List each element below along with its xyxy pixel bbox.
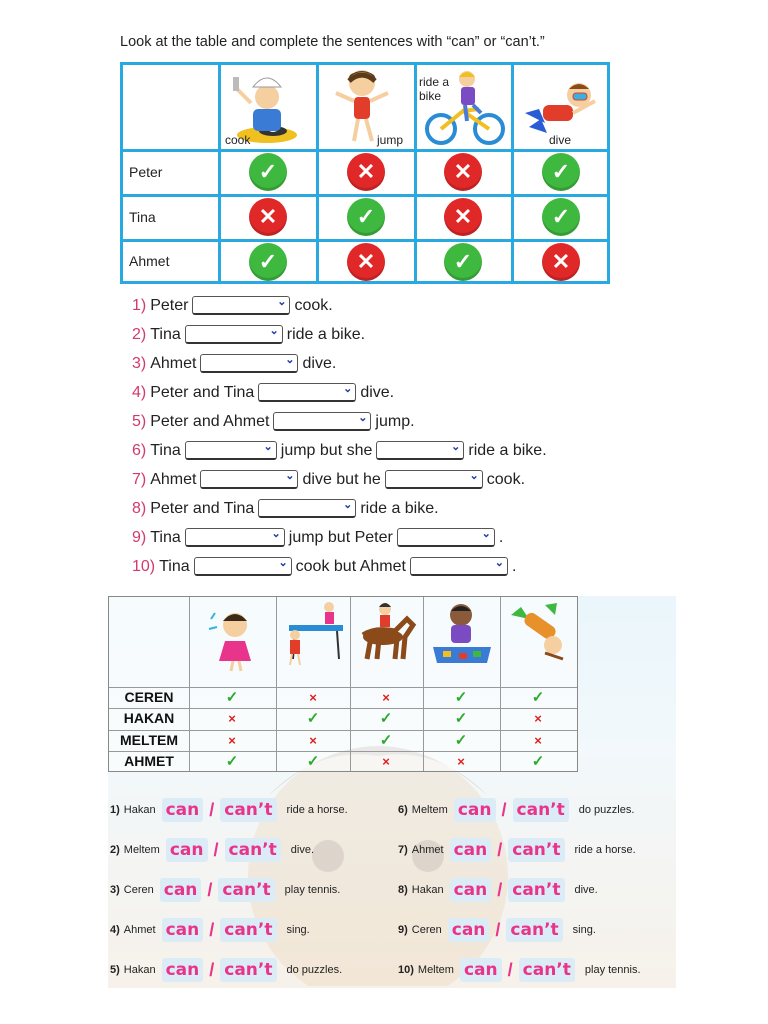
chevron-down-icon: ⌄ xyxy=(469,470,479,482)
cross-icon: ✕ xyxy=(249,198,287,236)
check-icon: ✓ xyxy=(454,732,468,749)
cross-icon: × xyxy=(309,733,317,748)
sentence-number: 8) xyxy=(132,499,147,517)
can-option[interactable]: can xyxy=(160,878,202,902)
row-name-peter: Peter xyxy=(129,164,163,180)
sentence-rest: jump but Peter xyxy=(288,528,393,546)
cross-icon: ✕ xyxy=(444,153,482,191)
can-option[interactable]: can xyxy=(460,958,502,982)
slash-separator: / xyxy=(207,879,213,900)
chevron-down-icon: ⌄ xyxy=(285,354,295,366)
sentence-subject: Ahmet xyxy=(150,470,197,488)
question-rest: do puzzles. xyxy=(578,804,635,816)
sentence-3 xyxy=(132,354,336,373)
question-subject: Ahmet xyxy=(123,924,156,936)
cant-option[interactable]: can’t xyxy=(220,918,276,942)
sentence-rest: jump but she xyxy=(280,441,373,459)
can-option[interactable]: can xyxy=(162,918,204,942)
cross-icon: ✕ xyxy=(542,243,580,281)
chevron-down-icon: ⌄ xyxy=(358,412,368,424)
cant-option[interactable]: can’t xyxy=(508,838,564,862)
sentence-rest: jump. xyxy=(375,412,415,430)
answer-dropdown[interactable] xyxy=(410,557,508,576)
cant-option[interactable]: can’t xyxy=(508,878,564,902)
sentence-number: 2) xyxy=(132,325,147,343)
cross-icon: × xyxy=(309,690,317,705)
cross-icon: × xyxy=(457,754,465,769)
check-icon: ✓ xyxy=(531,689,545,706)
cross-icon: ✕ xyxy=(347,153,385,191)
slash-separator: / xyxy=(497,879,503,900)
sentence-end: . xyxy=(511,557,517,575)
check-icon: ✓ xyxy=(542,153,580,191)
sentence-subject: Tina xyxy=(150,441,181,459)
slash-separator: / xyxy=(495,919,501,940)
sentence-10 xyxy=(132,557,516,576)
sentence-rest: ride a bike. xyxy=(360,499,439,517)
ability-table-1 xyxy=(120,62,610,284)
cross-icon: ✕ xyxy=(444,198,482,236)
chevron-down-icon: ⌄ xyxy=(269,325,279,337)
question-3 xyxy=(110,878,340,902)
question-subject: Meltem xyxy=(417,964,454,976)
sentence-number: 3) xyxy=(132,354,147,372)
slash-separator: / xyxy=(209,919,215,940)
question-number: 8) xyxy=(398,884,408,896)
question-subject: Meltem xyxy=(123,844,160,856)
can-option[interactable]: can xyxy=(162,958,204,982)
chevron-down-icon: ⌄ xyxy=(481,528,491,540)
slash-separator: / xyxy=(209,959,215,980)
ride-bike-label: ride a bike xyxy=(419,75,450,103)
dive-illustration xyxy=(519,69,605,143)
check-icon: ✓ xyxy=(306,710,320,727)
question-number: 5) xyxy=(110,964,120,976)
cant-option[interactable]: can’t xyxy=(220,798,276,822)
slash-separator: / xyxy=(507,959,513,980)
question-rest: play tennis. xyxy=(584,964,641,976)
question-6 xyxy=(398,798,634,822)
sentence-9 xyxy=(132,528,503,547)
check-icon: ✓ xyxy=(454,689,468,706)
sentence-rest: ride a bike. xyxy=(286,325,366,343)
sentence-5 xyxy=(132,412,415,431)
row-name-ahmet: Ahmet xyxy=(129,253,170,269)
sentence-end: . xyxy=(498,528,504,546)
question-subject: Ceren xyxy=(411,924,442,936)
answer-dropdown[interactable] xyxy=(273,412,371,431)
question-1 xyxy=(110,798,348,822)
answer-dropdown[interactable] xyxy=(397,528,495,547)
chevron-down-icon: ⌄ xyxy=(263,441,273,453)
sentence-4 xyxy=(132,383,394,402)
question-rest: ride a horse. xyxy=(574,844,636,856)
sentence-rest: dive but he xyxy=(302,470,381,488)
check-icon: ✓ xyxy=(379,732,393,749)
sentence-end: ride a bike. xyxy=(468,441,547,459)
question-number: 3) xyxy=(110,884,120,896)
sentence-rest: cook but Ahmet xyxy=(295,557,406,575)
answer-dropdown[interactable] xyxy=(194,557,292,576)
row-name-ceren: CEREN xyxy=(124,689,174,705)
question-4 xyxy=(110,918,310,942)
sentence-rest: cook. xyxy=(294,296,333,314)
row-name-hakan: HAKAN xyxy=(123,710,175,726)
answer-dropdown[interactable] xyxy=(185,441,277,460)
sentence-6 xyxy=(132,441,547,460)
question-2 xyxy=(110,838,314,862)
cant-option[interactable]: can’t xyxy=(506,918,562,942)
cross-icon: × xyxy=(228,711,236,726)
sentence-rest: dive. xyxy=(302,354,337,372)
answer-dropdown[interactable] xyxy=(200,354,298,373)
sentence-number: 1) xyxy=(132,296,147,314)
row-name-ahmet: AHMET xyxy=(124,753,174,769)
sentence-subject: Peter xyxy=(150,296,189,314)
question-subject: Meltem xyxy=(411,804,448,816)
question-subject: Ceren xyxy=(123,884,154,896)
dive-label: dive xyxy=(549,133,572,147)
question-number: 1) xyxy=(110,804,120,816)
answer-dropdown[interactable] xyxy=(258,383,356,402)
cross-icon: × xyxy=(534,733,542,748)
sentence-2 xyxy=(132,325,365,344)
question-rest: play tennis. xyxy=(284,884,341,896)
check-icon: ✓ xyxy=(306,753,320,770)
answer-dropdown[interactable] xyxy=(376,441,464,460)
question-rest: ride a horse. xyxy=(286,804,348,816)
answer-dropdown[interactable] xyxy=(192,296,290,315)
slash-separator: / xyxy=(497,839,503,860)
question-subject: Hakan xyxy=(123,804,156,816)
question-number: 2) xyxy=(110,844,120,856)
sentence-number: 10) xyxy=(132,557,156,575)
sentence-rest: dive. xyxy=(360,383,395,401)
slash-separator: / xyxy=(209,799,215,820)
check-icon: ✓ xyxy=(542,198,580,236)
chevron-down-icon: ⌄ xyxy=(285,470,295,482)
sentence-subject: Peter and Ahmet xyxy=(150,412,270,430)
answer-dropdown[interactable] xyxy=(185,325,283,344)
question-rest: do puzzles. xyxy=(286,964,343,976)
row-name-tina: Tina xyxy=(129,209,156,225)
jump-label: jump xyxy=(377,133,404,147)
can-option[interactable]: can xyxy=(454,798,496,822)
sentence-subject: Tina xyxy=(150,325,181,343)
cross-icon: × xyxy=(228,733,236,748)
slash-separator: / xyxy=(213,839,219,860)
slash-separator: / xyxy=(501,799,507,820)
cant-option[interactable]: can’t xyxy=(519,958,575,982)
question-number: 6) xyxy=(398,804,408,816)
sentence-number: 7) xyxy=(132,470,147,488)
question-number: 7) xyxy=(398,844,408,856)
question-7 xyxy=(398,838,636,862)
question-rest: dive. xyxy=(574,884,598,896)
answer-dropdown[interactable] xyxy=(258,499,356,518)
check-icon: ✓ xyxy=(225,753,239,770)
check-icon: ✓ xyxy=(249,243,287,281)
chevron-down-icon: ⌄ xyxy=(277,296,287,308)
chevron-down-icon: ⌄ xyxy=(451,441,461,453)
check-icon: ✓ xyxy=(454,710,468,727)
chevron-down-icon: ⌄ xyxy=(278,557,288,569)
question-8 xyxy=(398,878,598,902)
sentence-end: cook. xyxy=(486,470,526,488)
cant-option[interactable]: can’t xyxy=(513,798,569,822)
sentence-7 xyxy=(132,470,525,489)
answer-dropdown[interactable] xyxy=(200,470,298,489)
check-icon: ✓ xyxy=(531,753,545,770)
question-10 xyxy=(398,958,641,982)
chevron-down-icon: ⌄ xyxy=(343,383,353,395)
can-option[interactable]: can xyxy=(450,878,492,902)
answer-dropdown[interactable] xyxy=(185,528,285,547)
check-icon: ✓ xyxy=(444,243,482,281)
sentence-subject: Tina xyxy=(150,528,181,546)
cross-icon: × xyxy=(382,690,390,705)
question-rest: sing. xyxy=(286,924,310,936)
sentence-subject: Peter and Tina xyxy=(150,499,255,517)
question-subject: Hakan xyxy=(411,884,444,896)
answer-dropdown[interactable] xyxy=(385,470,483,489)
question-rest: dive. xyxy=(290,844,315,856)
cross-icon: × xyxy=(534,711,542,726)
question-number: 4) xyxy=(110,924,120,936)
sentence-number: 6) xyxy=(132,441,147,459)
sentence-number: 4) xyxy=(132,383,147,401)
sing-illustration xyxy=(205,605,265,673)
question-subject: Hakan xyxy=(123,964,156,976)
cant-option[interactable]: can’t xyxy=(220,958,276,982)
puzzle-illustration xyxy=(429,601,495,667)
sentence-subject: Tina xyxy=(159,557,190,575)
can-option[interactable]: can xyxy=(450,838,492,862)
diving-illustration xyxy=(505,601,575,665)
cant-option[interactable]: can’t xyxy=(225,838,281,862)
sentence-subject: Ahmet xyxy=(150,354,197,372)
sentence-1 xyxy=(132,296,333,315)
chevron-down-icon: ⌄ xyxy=(271,528,281,540)
cook-label: cook xyxy=(225,133,251,147)
question-subject: Ahmet xyxy=(411,844,444,856)
can-option[interactable]: can xyxy=(448,918,490,942)
cross-icon: × xyxy=(382,754,390,769)
check-icon: ✓ xyxy=(379,710,393,727)
cant-option[interactable]: can’t xyxy=(218,878,274,902)
sentence-8 xyxy=(132,499,439,518)
question-rest: sing. xyxy=(572,924,596,936)
can-option[interactable]: can xyxy=(162,798,204,822)
chevron-down-icon: ⌄ xyxy=(343,499,353,511)
cross-icon: ✕ xyxy=(347,243,385,281)
horse-riding-illustration xyxy=(355,601,419,665)
sentence-subject: Peter and Tina xyxy=(150,383,255,401)
check-icon: ✓ xyxy=(249,153,287,191)
check-icon: ✓ xyxy=(347,198,385,236)
question-9 xyxy=(398,918,596,942)
ability-table-2 xyxy=(108,596,578,772)
can-option[interactable]: can xyxy=(166,838,208,862)
question-number: 9) xyxy=(398,924,408,936)
question-5 xyxy=(110,958,342,982)
instruction-text: Look at the table and complete the sentences with “can” or “can’t.” xyxy=(120,34,545,50)
tennis-illustration xyxy=(281,599,347,669)
sentence-number: 5) xyxy=(132,412,147,430)
chevron-down-icon: ⌄ xyxy=(494,557,504,569)
check-icon: ✓ xyxy=(225,689,239,706)
row-name-meltem: MELTEM xyxy=(119,732,179,748)
sentence-number: 9) xyxy=(132,528,147,546)
question-number: 10) xyxy=(398,964,414,976)
